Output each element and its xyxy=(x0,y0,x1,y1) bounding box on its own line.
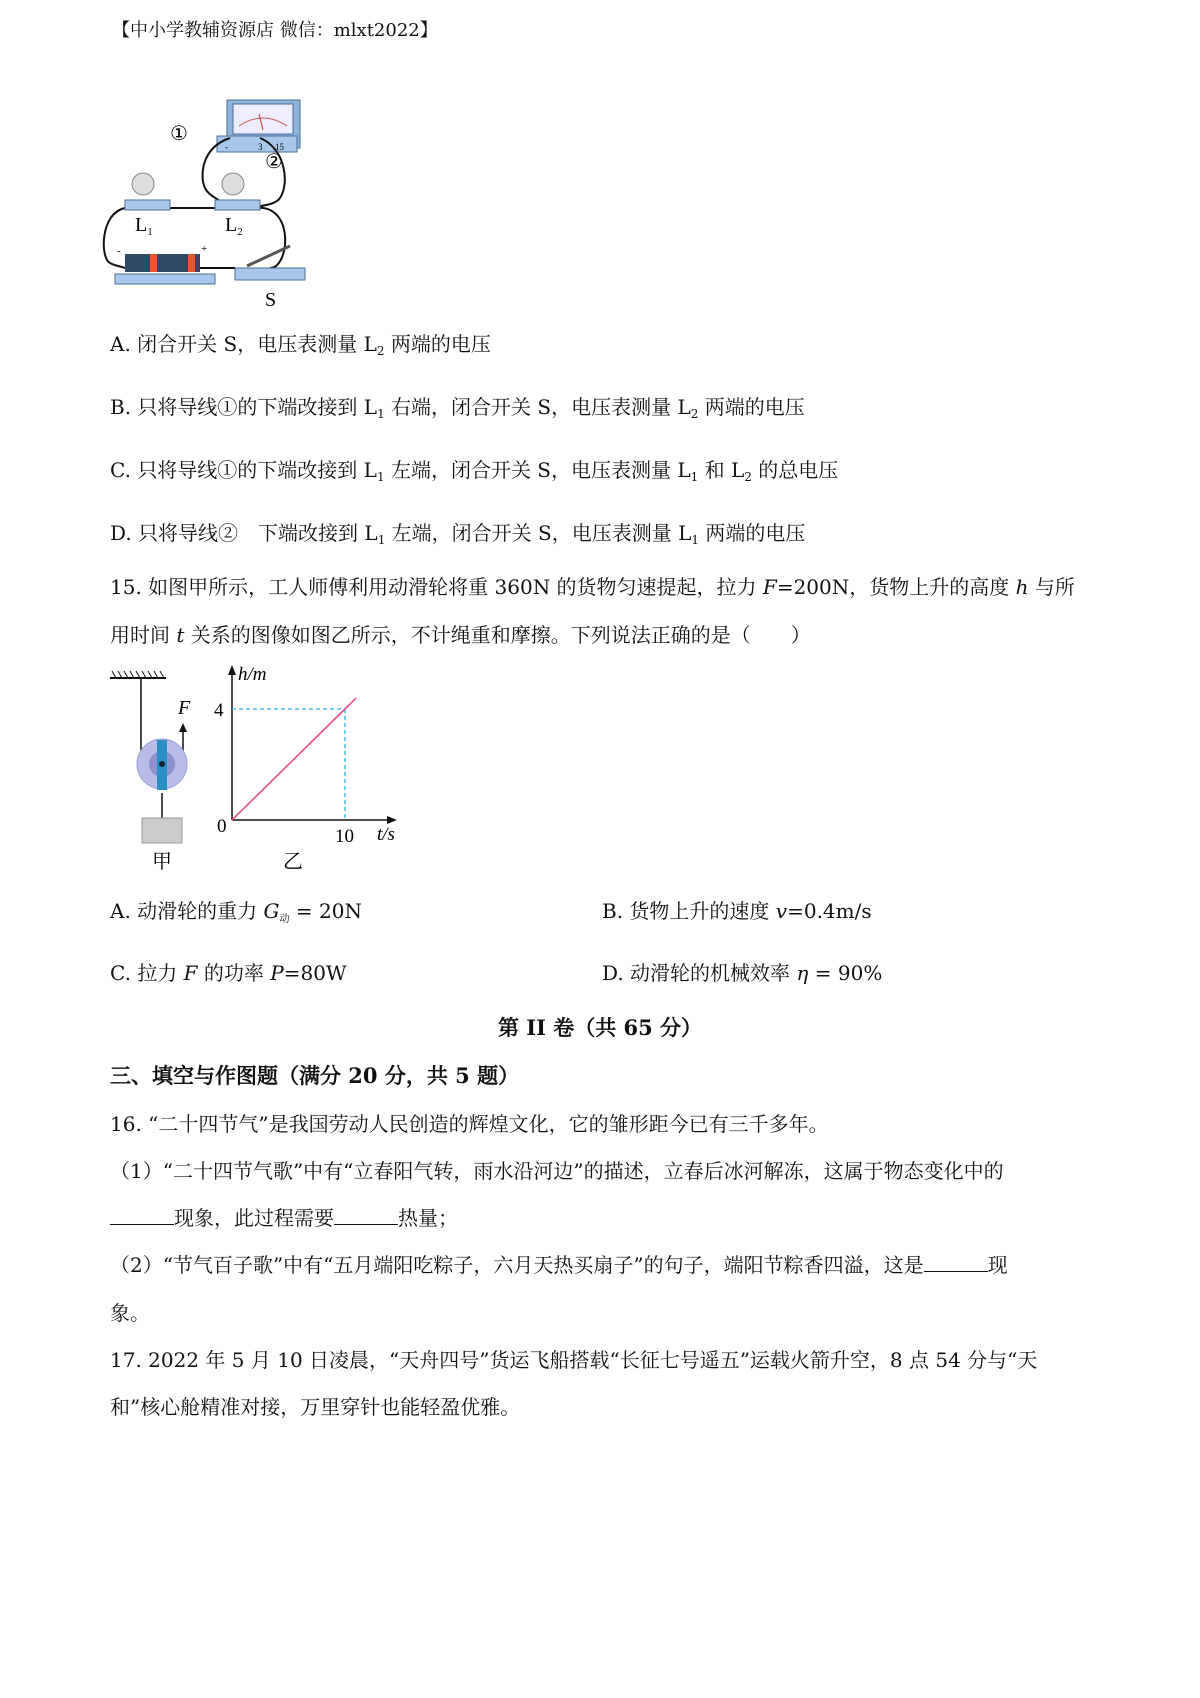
chart-caption: 乙 xyxy=(283,851,303,873)
x-tick-10: 10 xyxy=(335,826,354,847)
svg-text:15: 15 xyxy=(275,142,284,152)
y-axis-arrow xyxy=(228,665,236,675)
switch-s[interactable] xyxy=(235,246,305,280)
section-title: 第 II 卷（共 65 分） xyxy=(497,1015,703,1040)
q14-option-a: A. 闭合开关 S，电压表测量 $L_2$ 两端的电压 xyxy=(110,332,491,358)
voltmeter xyxy=(217,100,300,152)
q16-line5: 象。 xyxy=(110,1301,150,1325)
q15-stem-line1: 15. 如图甲所示，工人师傅利用动滑轮将重 360N 的货物匀速提起，拉力 F=200N，货物上升的高度 h 与所 xyxy=(110,575,1075,599)
q17-line2: 和”核心舱精准对接，万里穿针也能轻盈优雅。 xyxy=(110,1395,521,1419)
section-heading: 三、填空与作图题（满分 20 分，共 5 题） xyxy=(110,1063,520,1088)
page-header: 【中小学教辅资源店 微信：mlxt2022】 xyxy=(112,20,438,41)
pulley-figure xyxy=(108,668,191,878)
x-axis-label: t/s xyxy=(377,824,395,845)
q16-line3: 现象，此过程需要 热量； xyxy=(110,1205,458,1231)
x-tick-0: 0 xyxy=(217,816,227,837)
q14-option-d: D. 只将导线② 下端改接到 $L_1$ 左端，闭合开关 S，电压表测量 $L_1$ 两端的电压 xyxy=(110,521,806,547)
y-axis-label: h/m xyxy=(238,664,267,685)
svg-text:L2: $L_2$ xyxy=(225,214,243,238)
svg-text:②: ② xyxy=(265,151,283,173)
svg-text:3: 3 xyxy=(258,142,263,152)
svg-text:-: - xyxy=(117,245,121,257)
answer-blank[interactable] xyxy=(924,1253,988,1272)
svg-text:-: - xyxy=(225,142,228,152)
lamp-l1 xyxy=(125,173,170,210)
q17-line1: 17. 2022 年 5 月 10 日凌晨，“天舟四号”货运飞船搭载“长征七号遥五”运载火箭升空，8 点 54 分与“天 xyxy=(110,1348,1038,1372)
lamp-l2 xyxy=(215,173,260,210)
svg-text:S: S xyxy=(265,289,277,311)
svg-text:甲: 甲 xyxy=(152,851,172,873)
q15-option-b: B. 货物上升的速度 v=0.4m/s xyxy=(602,899,872,923)
q16-line2: （1）“二十四节气歌”中有“立春阳气转，雨水沿河边”的描述，立春后冰河解冻，这属于物态变化中的 xyxy=(110,1159,1004,1183)
answer-blank[interactable] xyxy=(110,1206,174,1225)
q14-option-c: C. 只将导线①的下端改接到 $L_1$ 左端，闭合开关 S，电压表测量 $L_1$ 和 $L_2$ 的总电压 xyxy=(110,458,839,484)
answer-blank[interactable] xyxy=(334,1206,398,1225)
q16-line4: （2）“节气百子歌”中有“五月端阳吃粽子，六月天热买扇子”的句子，端阳节粽香四溢，这是 现 xyxy=(110,1253,1008,1277)
svg-text:+: + xyxy=(201,243,208,255)
series-line xyxy=(232,698,356,820)
svg-text:①: ① xyxy=(170,123,188,145)
y-tick-4: 4 xyxy=(214,700,224,721)
q14-option-b: B. 只将导线①的下端改接到 $L_1$ 右端，闭合开关 S，电压表测量 $L_2$ 两端的电压 xyxy=(110,395,805,421)
x-axis-arrow xyxy=(387,816,397,824)
svg-text:F: F xyxy=(178,697,191,719)
q15-option-c: C. 拉力 F 的功率 P=80W xyxy=(110,961,347,985)
q15-option-a: A. 动滑轮的重力 $G_动 = 20N$ xyxy=(110,899,362,925)
h-t-graph xyxy=(205,660,405,875)
battery xyxy=(115,243,215,284)
q15-stem-line2: 用时间 t 关系的图像如图乙所示，不计绳重和摩擦。下列说法正确的是（ ） xyxy=(110,623,811,647)
q15-option-d: D. 动滑轮的机械效率 η = 90% xyxy=(602,961,883,985)
q16-line1: 16. “二十四节气”是我国劳动人民创造的辉煌文化，它的雏形距今已有三千多年。 xyxy=(110,1112,829,1136)
svg-text:L1: $L_1$ xyxy=(135,214,153,238)
circuit-figure xyxy=(105,88,320,313)
